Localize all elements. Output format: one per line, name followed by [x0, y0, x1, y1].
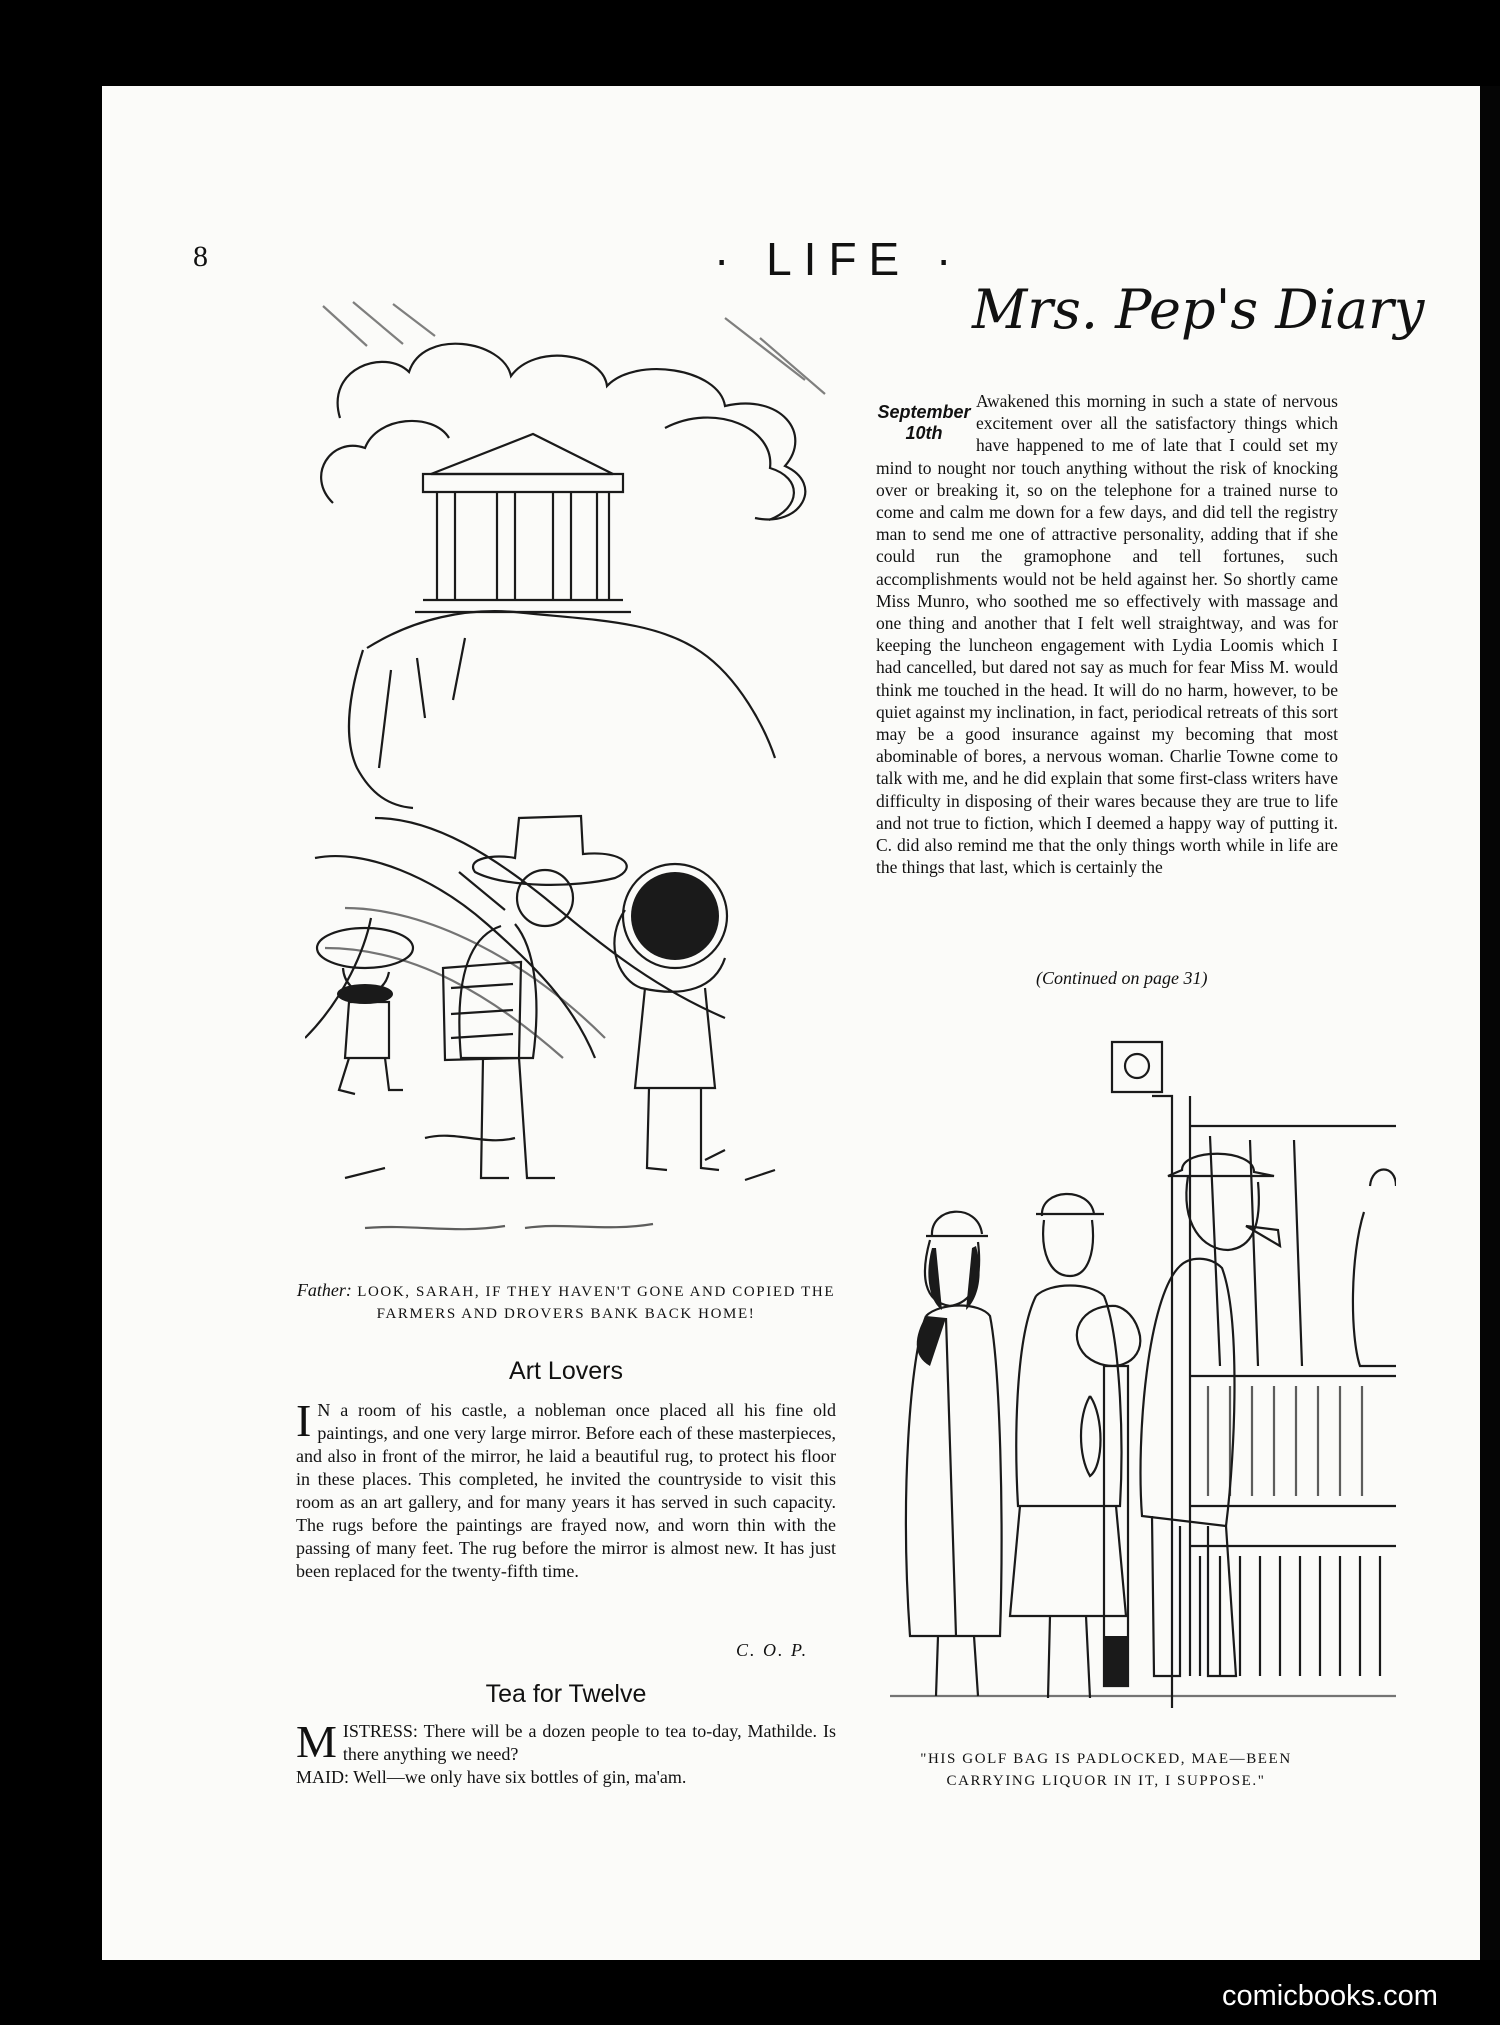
temple-cartoon-illustration [305, 298, 837, 1250]
page-gutter [1480, 86, 1500, 1960]
golf-bag-cartoon-illustration [890, 1036, 1396, 1710]
diary-title: Mrs. Pep's Diary [972, 278, 1425, 341]
tea-for-twelve-body [296, 1716, 836, 1789]
diary-continued: (Continued on page 31) [1036, 968, 1208, 988]
diary-body [876, 390, 1338, 878]
page-number: 8 [193, 240, 208, 273]
art-lovers-title: Art Lovers [509, 1357, 623, 1385]
diary-text: Awakened this morning in such a state of nervous excitement over all the satisfactory things which have happened to me of late that I could set my mind to nought nor touch anything without the risk of knocking over or breaking it, so on the telephone for a trained nurse to come and calm me down for a few days, and did tell the registry man to send me one of attractive personality, adding that if she could run the gramophone and tell fortunes, such accomplishments would not be held against her. So shortly came Miss Munro, who soothed me so effectively with massage and one thing and another that I felt well straightway, and was for keeping the luncheon engagement with Lydia Loomis which I had cancelled, but dared not say as much for fear Miss M. would think me touched in the head. It will do no harm, however, to be quiet against my inclination, in fact, periodical retreats of this sort may be a good insurance against my becoming that most abominable of bores, a nervous woman. Charlie Towne come to talk with me, and he did explain that some first-class writers have difficulty in disposing of their wares because they are true to life and not true to fiction, which I deemed a happy way of putting it. C. did also remind me that the only things worth while in life are the things that last, which is certainly the [876, 391, 1338, 878]
caption-text: LOOK, SARAH, IF THEY HAVEN'T GONE AND COPIED THE FARMERS AND DROVERS BANK BACK HOME! [357, 1284, 836, 1322]
art-lovers-signature: C. O. P. [736, 1640, 809, 1660]
tea-for-twelve-title: Tea for Twelve [485, 1680, 647, 1708]
right-cartoon-caption: "HIS GOLF BAG IS PADLOCKED, MAE—BEEN CARRYING LIQUOR IN IT, I SUPPOSE." [920, 1751, 1292, 1789]
tea-maid-line: MAID: Well—we only have six bottles of gin, ma'am. [296, 1767, 687, 1787]
left-cartoon-caption [296, 1279, 836, 1325]
caption-speaker: Father: [296, 1280, 352, 1300]
art-lovers-dropcap: I [296, 1395, 312, 1446]
masthead: · LIFE · [714, 233, 964, 285]
tea-for-twelve-dropcap: M [296, 1716, 337, 1767]
date-spacer [876, 390, 976, 448]
watermark: comicbooks.com [1222, 1980, 1438, 2012]
diary-date: September 10th [877, 402, 971, 443]
tea-mistress-line: ISTRESS: There will be a dozen people to tea to-day, Mathilde. Is there anything we need? [342, 1721, 836, 1764]
art-lovers-text: N a room of his castle, a nobleman once placed all his fine old paintings, and one very large mirror. Before each of these masterpieces, and also in front of the mirror, he laid a beautiful rug, to protect his floor in these places. This completed, he invited the countryside to visit this room as an art gallery, and for many years it has served in such capacity. The rugs before the paintings are frayed now, and worn thin with the passing of many feet. The rug before the mirror is almost new. It has just been replaced for the twenty-fifth time. [296, 1400, 836, 1581]
art-lovers-body [296, 1395, 836, 1583]
